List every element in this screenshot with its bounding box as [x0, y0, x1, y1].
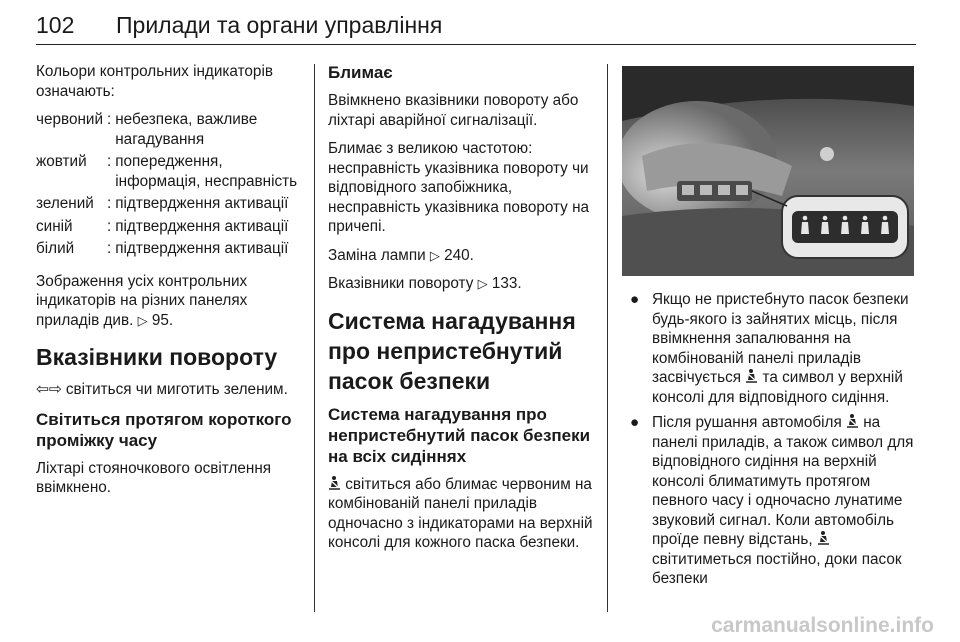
subsection-title-short: Світиться протягом короткого проміжку часу: [36, 409, 292, 450]
legend-colon: :: [106, 153, 112, 170]
turn-text: ⇦⇨ світиться чи миготить зеленим.: [36, 381, 288, 398]
page-header: [36, 12, 442, 39]
legend-colon: :: [106, 240, 112, 257]
legend-meaning: підтвердження активації: [115, 217, 289, 235]
intro-text: Кольори контрольних індикаторів означають:: [36, 63, 273, 100]
column-divider-2: [607, 64, 608, 612]
legend-row: [36, 217, 302, 240]
bullet-item-1: ● Якщо не пристебнуто пасок безпеки будь-якого із зайнятих місць, після ввімкнення запалювання на комбінованій панелі приладів засвічується та символ у верхній консолі для відповідного сидіння.: [630, 291, 909, 406]
column-3: [622, 66, 914, 595]
legend-color: зелений: [36, 195, 94, 212]
color-legend-table: [36, 110, 302, 262]
column-1: [36, 62, 302, 507]
seatbelt-subtitle: Система нагадування про непристебнутий пасок безпеки на всіх сидіннях: [328, 404, 591, 466]
sub-text: Ліхтарі стояночкового освітлення ввімкнено.: [36, 459, 272, 496]
legend-color: жовтий: [36, 153, 87, 170]
header-rule: [36, 44, 916, 45]
column-2: [328, 62, 600, 562]
legend-color: червоний: [36, 111, 103, 128]
seatbelt-section-title: Система нагадування про непристебнутий пасок безпеки: [328, 307, 576, 394]
seatbelt-text: світиться або блимає червоним на комбінованій панелі приладів одночасно з індикаторами на верхній консолі для кожного паска безпеки.: [328, 475, 593, 551]
legend-meaning: підтвердження активації: [115, 195, 289, 212]
bullet-item-2: ● Після рушання автомобіля на панелі приладів, а також символ для відповідного сидіння на верхній консолі блиматимуть протягом певного часу і одночасно лунатиме звуковий сигнал. Коли автомобіль проїде певну відстань, світитиметься постійно, доки пасок безпеки: [630, 414, 914, 587]
lamp-ref[interactable]: 240.: [444, 246, 474, 264]
legend-colon: :: [106, 217, 112, 235]
arrow-ref-icon: ▷: [429, 247, 440, 263]
column-divider-1: [314, 64, 315, 612]
images-ref[interactable]: 95.: [151, 311, 174, 329]
watermark: carmanualsonline.info: [711, 614, 934, 637]
page-number: 102: [36, 12, 75, 38]
overhead-console-photo: [622, 66, 914, 276]
lamp-text: Заміна лампи ▷ 240.: [328, 246, 474, 264]
blink-text: Ввімкнено вказівники повороту або ліхтарі аварійної сигналізації.: [328, 92, 579, 129]
turn-ind-text: Вказівники повороту ▷ 133.: [328, 275, 522, 292]
legend-meaning: попередження, інформація, несправність: [115, 153, 298, 190]
arrow-ref-icon: ▷: [477, 276, 488, 291]
legend-colon: :: [106, 111, 112, 128]
section-title-turn: Вказівники повороту: [36, 344, 278, 370]
fast-blink-text: Блимає з великою частотою: несправність указівника повороту чи відповідного запобіжника, несправність указівника повороту на причепі.: [328, 140, 590, 235]
turn-ind-ref[interactable]: 133.: [491, 275, 522, 292]
seatbelt-icon: [745, 369, 758, 384]
legend-color: синій: [36, 217, 73, 235]
seatbelt-bullets: [622, 290, 914, 589]
arrow-ref-icon: ▷: [137, 312, 148, 328]
seatbelt-icon: [328, 476, 341, 491]
legend-meaning: підтвердження активації: [115, 240, 289, 257]
legend-row: [36, 110, 302, 152]
seatbelt-icon: [817, 531, 830, 546]
page-title: Прилади та органи управління: [116, 12, 443, 38]
legend-colon: :: [106, 195, 112, 212]
legend-row: [36, 152, 302, 194]
images-text: Зображення усіх контрольних індикаторів на різних панелях приладів див. ▷ 95.: [36, 272, 248, 329]
legend-row: [36, 239, 302, 262]
seatbelt-icon: [846, 414, 859, 429]
legend-row: [36, 194, 302, 217]
legend-meaning: небезпека, важливе нагадування: [115, 111, 258, 148]
blink-title: Блимає: [328, 63, 393, 82]
turn-signal-icon: ⇦⇨: [36, 381, 62, 398]
legend-color: білий: [36, 240, 75, 257]
